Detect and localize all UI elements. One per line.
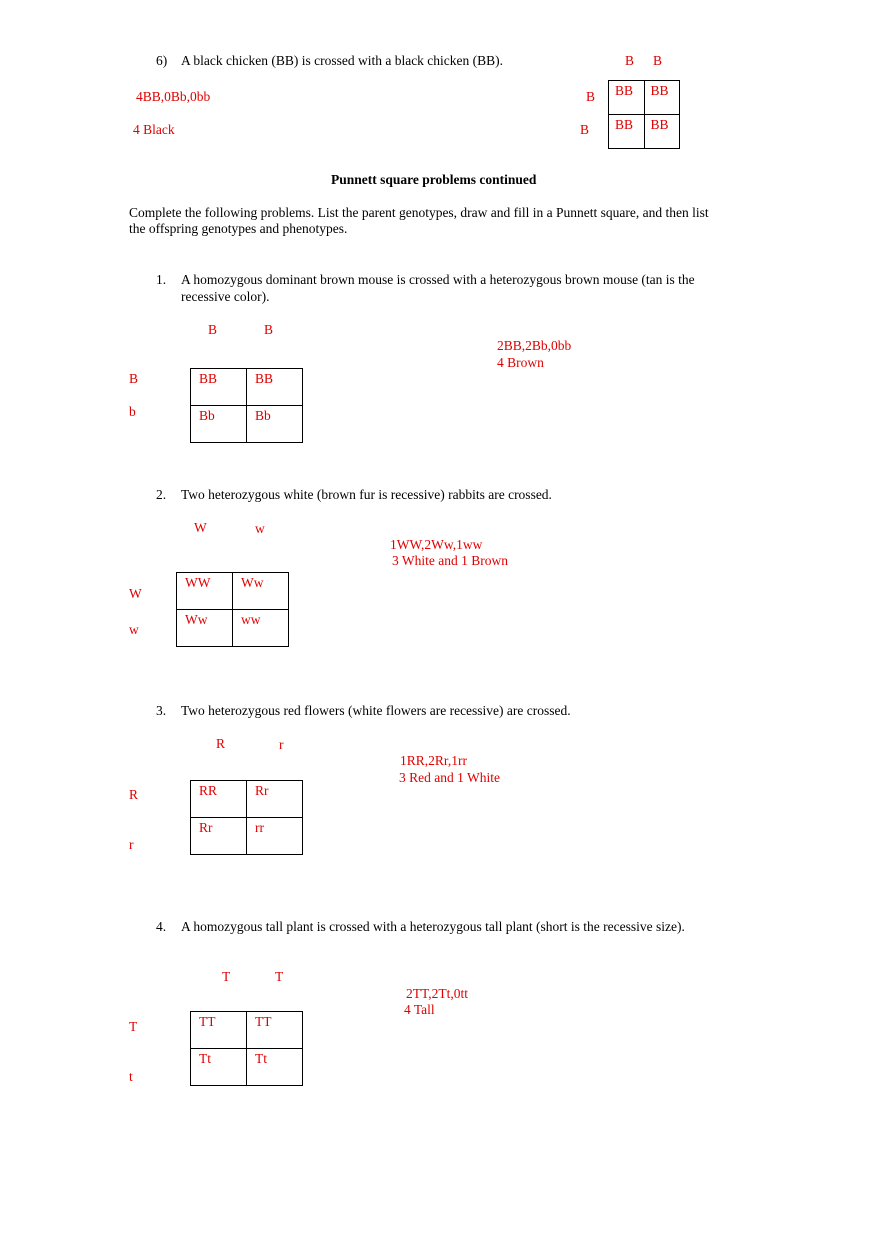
problem-3-punnett-square	[190, 780, 303, 855]
instructions-line-2: the offspring genotypes and phenotypes.	[129, 221, 348, 236]
problem-6-number: 6)	[156, 53, 168, 68]
problem-2-text-line-1: Two heterozygous white (brown fur is recessive) rabbits are crossed.	[181, 487, 552, 502]
punnett-cell: Tt	[247, 1049, 303, 1086]
problem-4-side-allele-2: t	[129, 1069, 133, 1084]
problem-2-top-allele-1: W	[194, 520, 207, 535]
punnett-cell: TT	[247, 1012, 303, 1049]
problem-1-number: 1.	[156, 272, 167, 287]
punnett-cell: ww	[233, 610, 289, 647]
problem-6-phenotype: 4 Black	[133, 122, 175, 137]
problem-4-top-allele-1: T	[222, 969, 231, 984]
problem-2-punnett-square	[176, 572, 289, 647]
problem-3-ratio: 1RR,2Rr,1rr	[400, 753, 467, 768]
punnett-cell: RR	[191, 781, 247, 818]
section-title: Punnett square problems continued	[331, 172, 537, 187]
punnett-cell: Ww	[233, 573, 289, 610]
problem-6-top-allele-1: B	[625, 53, 635, 68]
problem-2-side-allele-2: w	[129, 622, 139, 637]
punnett-cell: BB	[191, 369, 247, 406]
punnett-cell: Bb	[247, 406, 303, 443]
problem-4-ratio: 2TT,2Tt,0tt	[406, 986, 468, 1001]
punnett-cell: BB	[247, 369, 303, 406]
problem-1-text-line-2: recessive color).	[181, 289, 270, 304]
problem-3-text-line-1: Two heterozygous red flowers (white flowers are recessive) are crossed.	[181, 703, 571, 718]
punnett-cell: BB	[609, 81, 645, 115]
problem-3-phenotype: 3 Red and 1 White	[399, 770, 500, 785]
problem-1-top-allele-2: B	[264, 322, 274, 337]
punnett-cell: Rr	[247, 781, 303, 818]
problem-6-top-allele-2: B	[653, 53, 663, 68]
problem-2-ratio: 1WW,2Ww,1ww	[390, 537, 483, 552]
problem-6-side-allele-1: B	[586, 89, 596, 104]
problem-6-side-allele-2: B	[580, 122, 590, 137]
problem-3-number: 3.	[156, 703, 167, 718]
problem-6-text: A black chicken (BB) is crossed with a black chicken (BB).	[181, 53, 504, 68]
instructions-line-1: Complete the following problems. List the parent genotypes, draw and fill in a Punnett square, and then list	[129, 205, 709, 220]
problem-4-side-allele-1: T	[129, 1019, 138, 1034]
punnett-cell: Bb	[191, 406, 247, 443]
punnett-cell: BB	[609, 115, 645, 149]
problem-4-number: 4.	[156, 919, 167, 934]
punnett-cell: Ww	[177, 610, 233, 647]
punnett-cell: BB	[644, 115, 680, 149]
problem-1-phenotype: 4 Brown	[497, 355, 544, 370]
problem-1-ratio: 2BB,2Bb,0bb	[497, 338, 572, 353]
problem-4-text-line-1: A homozygous tall plant is crossed with a heterozygous tall plant (short is the recessive size).	[181, 919, 685, 934]
problem-6-ratio: 4BB,0Bb,0bb	[136, 89, 211, 104]
problem-3-top-allele-2: r	[279, 737, 284, 752]
problem-2-top-allele-2: w	[255, 521, 265, 536]
problem-1-side-allele-2: b	[129, 404, 136, 419]
problem-3-top-allele-1: R	[216, 736, 226, 751]
punnett-cell: WW	[177, 573, 233, 610]
punnett-cell: Tt	[191, 1049, 247, 1086]
punnett-cell: rr	[247, 818, 303, 855]
problem-4-top-allele-2: T	[275, 969, 284, 984]
problem-1-side-allele-1: B	[129, 371, 139, 386]
problem-2-side-allele-1: W	[129, 586, 142, 601]
problem-6-punnett-square	[608, 80, 680, 149]
problem-4-phenotype: 4 Tall	[404, 1002, 435, 1017]
problem-2-phenotype: 3 White and 1 Brown	[392, 553, 508, 568]
problem-1-text-line-1: A homozygous dominant brown mouse is crossed with a heterozygous brown mouse (tan is the	[181, 272, 695, 287]
punnett-cell: TT	[191, 1012, 247, 1049]
problem-2-number: 2.	[156, 487, 167, 502]
problem-4-punnett-square	[190, 1011, 303, 1086]
problem-3-side-allele-2: r	[129, 837, 134, 852]
problem-3-side-allele-1: R	[129, 787, 139, 802]
problem-1-top-allele-1: B	[208, 322, 218, 337]
problem-1-punnett-square	[190, 368, 303, 443]
punnett-cell: BB	[644, 81, 680, 115]
punnett-cell: Rr	[191, 818, 247, 855]
